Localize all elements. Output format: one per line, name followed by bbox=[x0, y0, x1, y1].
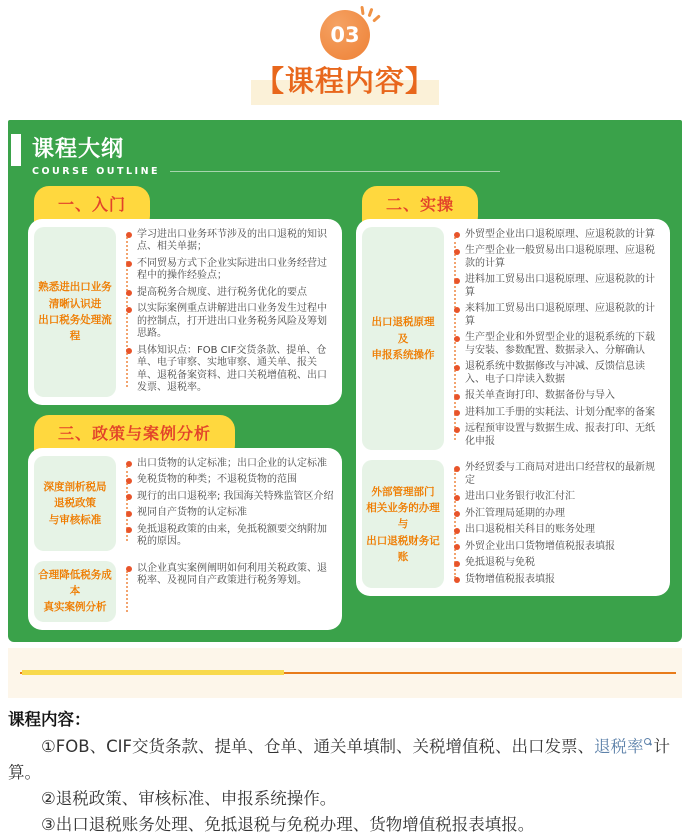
group-label: 熟悉进出口业务 清晰认识进 出口税务处理流程 bbox=[34, 227, 116, 397]
tab-intro: 一、入门 bbox=[34, 186, 150, 231]
summary-item-1 bbox=[8, 734, 681, 786]
card-intro bbox=[28, 219, 342, 405]
bullet-list bbox=[450, 229, 664, 449]
course-outline-panel bbox=[8, 120, 682, 642]
bullet-item: 现行的出口退税率; 我国海关特殊监管区介绍 bbox=[124, 491, 334, 504]
outline-subtitle: COURSE OUTLINE bbox=[32, 165, 161, 177]
bullet-item: 以企业真实案例阐明如何利用关税政策、退税率、及视同自产政策进行税务筹划。 bbox=[124, 563, 334, 588]
bullet-item: 货物增值税报表填报 bbox=[452, 574, 662, 587]
summary-heading: 课程内容： bbox=[8, 709, 91, 729]
group-label: 外部管理部门 相关业务的办理 与 出口退税财务记账 bbox=[362, 460, 444, 588]
bullet-item: 外贸企业出口货物增值税报表填报 bbox=[452, 541, 662, 554]
title-wrap bbox=[255, 66, 435, 98]
bullet-item: 进料加工手册的实耗法、计划分配率的备案 bbox=[452, 407, 662, 420]
left-column bbox=[28, 186, 342, 630]
bullet-item: 进料加工贸易出口退税原理、应退税款的计算 bbox=[452, 274, 662, 299]
group-label: 出口退税原理 及 申报系统操作 bbox=[362, 227, 444, 451]
bullet-item: 进出口业务银行收汇付汇 bbox=[452, 491, 662, 504]
content-group bbox=[34, 456, 336, 551]
content-group bbox=[362, 460, 664, 588]
panel-header bbox=[28, 132, 670, 177]
group-label: 深度剖析税局 退税政策 与审核标准 bbox=[34, 456, 116, 551]
summary-item-3: ③出口退税账务处理、免抵退税与免税办理、货物增值税报表填报。 bbox=[41, 814, 535, 834]
bullet-item: 不同贸易方式下企业实际进出口业务经营过程中的操作经验点； bbox=[124, 258, 334, 283]
bullet-item: 免税货物的种类；不退税货物的范围 bbox=[124, 474, 334, 487]
bullet-item: 报关单查询打印、数据备份与导入 bbox=[452, 390, 662, 403]
card-practice bbox=[356, 219, 670, 597]
bullet-item: 远程预审设置与数据生成、报表打印、无纸化申报 bbox=[452, 423, 662, 448]
bullet-item: 出口退税相关科目的账务处理 bbox=[452, 524, 662, 537]
sparkle-icon bbox=[368, 8, 374, 17]
bullet-item: 视同自产货物的认定标准 bbox=[124, 507, 334, 520]
bullet-list bbox=[122, 229, 336, 395]
outline-title: 课程大纲 bbox=[32, 136, 125, 162]
content-group bbox=[34, 227, 336, 397]
bullet-item: 外经贸委与工商局对进出口经营权的最新规定 bbox=[452, 462, 662, 487]
bullet-list bbox=[122, 458, 336, 549]
card-policy bbox=[28, 448, 342, 630]
tab-policy: 三、政策与案例分析 bbox=[34, 415, 235, 460]
bullet-item: 学习进出口业务环节涉及的出口退税的知识点、相关单据； bbox=[124, 229, 334, 254]
header-underline bbox=[170, 171, 500, 172]
step-number: 03 bbox=[320, 10, 370, 60]
bullet-item: 外汇管理局延期的办理 bbox=[452, 508, 662, 521]
bullet-item: 外贸型企业出口退税原理、应退税款的计算 bbox=[452, 229, 662, 242]
group-label: 合理降低税务成本 真实案例分析 bbox=[34, 561, 116, 622]
section-practice bbox=[356, 186, 670, 597]
outline-grid bbox=[28, 186, 670, 630]
bullet-item: 免抵退税与免税 bbox=[452, 557, 662, 570]
bullet-item: 出口货物的认定标准；出口企业的认定标准 bbox=[124, 458, 334, 471]
sparkle-icon bbox=[360, 6, 364, 15]
bullet-list bbox=[122, 563, 336, 620]
divider-band bbox=[8, 648, 682, 698]
course-summary bbox=[0, 698, 690, 838]
page-title: 【课程内容】 bbox=[254, 64, 435, 98]
bullet-item: 生产型企业一般贸易出口退税原理、应退税款的计算 bbox=[452, 245, 662, 270]
right-column bbox=[356, 186, 670, 597]
bullet-item: 来料加工贸易出口退税原理、应退税款的计算 bbox=[452, 303, 662, 328]
header-accent-bar bbox=[11, 134, 21, 166]
bullet-list bbox=[450, 462, 664, 586]
bullet-item: 具体知识点：FOB CIF交货条款、提单、仓单、电子审察、实地审察、通关单、报关单、退税备案资料、进口关税增值税、出口发票、退税率。 bbox=[124, 345, 334, 395]
summary-item-1-suffix: 计算。 bbox=[8, 736, 670, 782]
sparkle-icon bbox=[372, 14, 381, 22]
page-header bbox=[0, 0, 690, 98]
bullet-item: 以实际案例重点讲解进出口业务发生过程中的控制点，打开进出口业务税务风险及筹划思路。 bbox=[124, 303, 334, 341]
tab-practice: 二、实操 bbox=[362, 186, 478, 231]
section-policy bbox=[28, 415, 342, 630]
content-group bbox=[34, 561, 336, 622]
summary-item-1-text: ①FOB、CIF交货条款、提单、仓单、通关单填制、关税增值税、出口发票、 bbox=[41, 736, 594, 756]
step-badge bbox=[310, 10, 380, 60]
summary-item-2: ②退税政策、审核标准、申报系统操作。 bbox=[41, 788, 337, 808]
section-intro bbox=[28, 186, 342, 405]
bullet-item: 生产型企业和外贸型企业的退税系统的下载与安装、参数配置、数据录入、分解确认 bbox=[452, 332, 662, 357]
search-icon bbox=[644, 738, 651, 745]
bullet-item: 退税系统中数据修改与冲减、反馈信息读入、电子口岸读入数据 bbox=[452, 361, 662, 386]
divider-yellow-line bbox=[22, 670, 284, 675]
bullet-item: 免抵退税政策的由来，免抵税额要交纳附加税的原因。 bbox=[124, 524, 334, 549]
content-group bbox=[362, 227, 664, 451]
rebate-rate-link[interactable] bbox=[594, 737, 654, 756]
bullet-item: 提高税务合规度、进行税务优化的要点 bbox=[124, 287, 334, 300]
rebate-rate-label: 退税率 bbox=[593, 736, 644, 756]
